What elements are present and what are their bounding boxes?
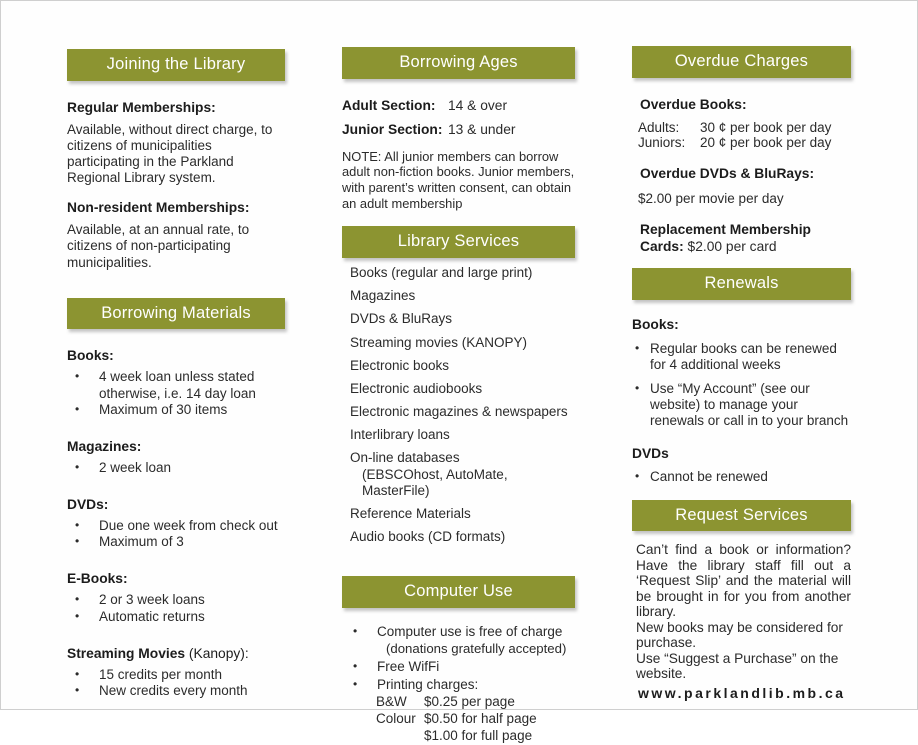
bullet-icon: • [75, 666, 80, 681]
streaming-bullet-2-text: New credits every month [99, 683, 248, 698]
service-item: Electronic magazines & newspapers [350, 404, 568, 420]
bullet-icon: • [75, 459, 80, 474]
request-services-para-3: Use “Suggest a Purchase” on the website. [636, 650, 839, 682]
streaming-bullet-1 [67, 667, 285, 683]
printing-row-label: Colour [376, 711, 416, 727]
bullet-icon: • [75, 518, 80, 533]
printing-row-price: $0.50 for half page [424, 711, 537, 727]
ebooks-bullet-1-text: 2 or 3 week loans [99, 592, 205, 608]
printing-row-price: $0.25 per page [424, 694, 515, 710]
renewals-books-bullet-2-text: Use “My Account” (see our website) to manage your renewals or call in to your branch [650, 381, 849, 429]
regular-memberships-heading: Regular Memberships: [67, 99, 216, 115]
streaming-movies-heading [67, 646, 285, 661]
service-item: Reference Materials [350, 506, 471, 521]
bullet-icon: • [353, 658, 358, 673]
request-services-text [632, 542, 851, 700]
computer-use-bullet-2 [342, 659, 575, 675]
section-header-request-services: Request Services [632, 500, 851, 532]
service-item: Interlibrary loans [350, 427, 450, 443]
printing-row [376, 711, 575, 728]
adults-rate-label: Adults: [638, 119, 680, 135]
request-services-para-1: Can’t find a book or information? Have the library staff fill out a ‘Request Slip’ and the material will be brought in for you from another library. [636, 542, 851, 620]
adults-rate-row [638, 120, 851, 135]
computer-use-bullet-1-sub: (donations gratefully accepted) [386, 641, 567, 657]
website-url: www.parklandlib.mb.ca [638, 684, 846, 701]
section-header-renewals: Renewals [632, 268, 851, 300]
service-item: Audio books (CD formats) [350, 529, 506, 545]
bullet-icon: • [75, 534, 80, 549]
books-heading-label: Books: [67, 348, 114, 364]
nonresident-memberships-text: Available, at an annual rate, to citizens of non-participating municipalities. [67, 222, 250, 270]
juniors-rate-value: 20 ¢ per book per day [700, 134, 832, 150]
service-item: Magazines [350, 288, 416, 304]
books-heading [67, 348, 285, 363]
section-header-borrowing-ages: Borrowing Ages [342, 47, 575, 79]
overdue-rates [632, 120, 851, 150]
magazines-bullet-1 [67, 460, 285, 476]
service-item: Streaming movies (KANOPY) [350, 334, 528, 350]
overdue-books-heading: Overdue Books: [640, 96, 747, 112]
bullet-icon: • [635, 340, 640, 355]
regular-memberships-text: Available, without direct charge, to citizens of municipalities participating in the Parkland Regional Library system. [67, 121, 273, 186]
replacement-heading-line1: Replacement Membership [640, 221, 811, 237]
dvds-heading-label: DVDs: [67, 497, 109, 513]
printing-row-label [376, 728, 424, 745]
adult-section-label: Adult Section: [342, 97, 436, 113]
library-services-list [342, 265, 575, 545]
service-item: Electronic books [350, 357, 450, 373]
replacement-cards-heading [632, 221, 851, 255]
section-header-overdue-charges: Overdue Charges [632, 46, 851, 78]
junior-section-row [342, 122, 575, 137]
nonresident-memberships-heading: Non-resident Memberships: [67, 200, 250, 216]
service-item: DVDs & BluRays [350, 311, 453, 327]
printing-row-label: B&W [376, 694, 407, 710]
adult-section-value: 14 & over [448, 97, 508, 113]
dvds-heading [67, 497, 285, 512]
ebooks-bullet-2 [67, 609, 285, 625]
column-right [632, 46, 851, 701]
renewals-dvds-bullet-1-text: Cannot be renewed [650, 468, 768, 484]
printing-row [376, 728, 575, 745]
ebooks-heading [67, 571, 285, 586]
books-bullet-2 [67, 402, 285, 418]
bullet-icon: • [75, 592, 80, 607]
streaming-bullet-1-text: 15 credits per month [99, 666, 223, 682]
section-header-joining-the-library: Joining the Library [67, 49, 285, 81]
computer-use-bullet-1 [342, 624, 575, 640]
junior-section-label: Junior Section: [342, 121, 443, 137]
computer-use-bullet-2-text: Free WifFi [377, 658, 440, 674]
adult-section-row [342, 98, 575, 113]
streaming-bullet-2 [67, 683, 285, 699]
streaming-movies-heading-suffix: (Kanopy): [185, 645, 249, 661]
ebooks-bullet-1 [67, 592, 285, 608]
books-bullet-2-text: Maximum of 30 items [99, 401, 228, 417]
column-left [67, 49, 285, 699]
computer-use-bullet-3-text: Printing charges: [377, 677, 479, 693]
column-middle [342, 47, 575, 745]
service-item-detail: (EBSCOhost, AutoMate, MasterFile) [362, 466, 508, 498]
dvds-bullet-1-text: Due one week from check out [99, 518, 278, 534]
renewals-dvds-heading: DVDs [632, 445, 669, 461]
bullet-icon: • [353, 623, 358, 638]
bullet-icon: • [75, 608, 80, 623]
overdue-dvds-heading: Overdue DVDs & BluRays: [640, 165, 815, 181]
bullet-icon: • [75, 683, 80, 697]
adults-rate-value: 30 ¢ per book per day [700, 119, 832, 135]
replacement-cards-value: $2.00 per card [687, 238, 777, 254]
service-item: Books (regular and large print) [350, 264, 533, 280]
computer-use-list [342, 624, 575, 745]
junior-section-value: 13 & under [448, 121, 516, 137]
bullet-icon: • [75, 401, 80, 416]
ebooks-heading-label: E-Books: [67, 571, 128, 587]
section-header-computer-use: Computer Use [342, 576, 575, 608]
overdue-dvds-rate: $2.00 per movie per day [638, 190, 784, 206]
section-header-borrowing-materials: Borrowing Materials [67, 298, 285, 330]
section-header-library-services: Library Services [342, 226, 575, 258]
service-item: Electronic audiobooks [350, 380, 483, 396]
bullet-icon: • [635, 468, 640, 483]
juniors-rate-label: Juniors: [638, 134, 686, 150]
streaming-movies-heading-label: Streaming Movies [67, 645, 186, 661]
printing-row [376, 694, 575, 711]
books-bullet-1-text: 4 week loan unless stated otherwise, i.e. 14 day loan [99, 369, 256, 401]
renewals-books-heading: Books: [632, 316, 679, 332]
bullet-icon: • [75, 369, 80, 384]
renewals-books-bullet-1-text: Regular books can be renewed for 4 additional weeks [650, 340, 837, 372]
renewals-books-bullet-2 [632, 381, 851, 430]
printing-charges-table [342, 694, 575, 745]
magazines-heading [67, 439, 285, 454]
bullet-icon: • [353, 677, 358, 692]
dvds-bullet-2 [67, 534, 285, 550]
dvds-bullet-1 [67, 518, 285, 534]
renewals-dvds-bullet-1 [632, 469, 851, 485]
magazines-bullet-1-text: 2 week loan [99, 459, 172, 475]
borrowing-ages-note: NOTE: All junior members can borrow adult non-fiction books. Junior members, with parent’s written consent, can obtain an adult membership [342, 148, 575, 211]
renewals-books-bullet-1 [632, 341, 851, 373]
magazines-heading-label: Magazines: [67, 438, 142, 454]
ebooks-bullet-2-text: Automatic returns [99, 608, 205, 624]
printing-row-price: $1.00 for full page [424, 728, 533, 744]
juniors-rate-row [638, 135, 851, 150]
bullet-icon: • [635, 381, 640, 396]
dvds-bullet-2-text: Maximum of 3 [99, 534, 184, 550]
computer-use-bullet-1-text: Computer use is free of charge [377, 623, 563, 639]
computer-use-bullet-3 [342, 677, 575, 693]
request-services-para-2: New books may be considered for purchase. [636, 619, 843, 651]
books-bullet-1 [67, 369, 285, 401]
replacement-cards-label: Cards: [640, 238, 684, 254]
service-item: On-line databases [350, 450, 460, 466]
